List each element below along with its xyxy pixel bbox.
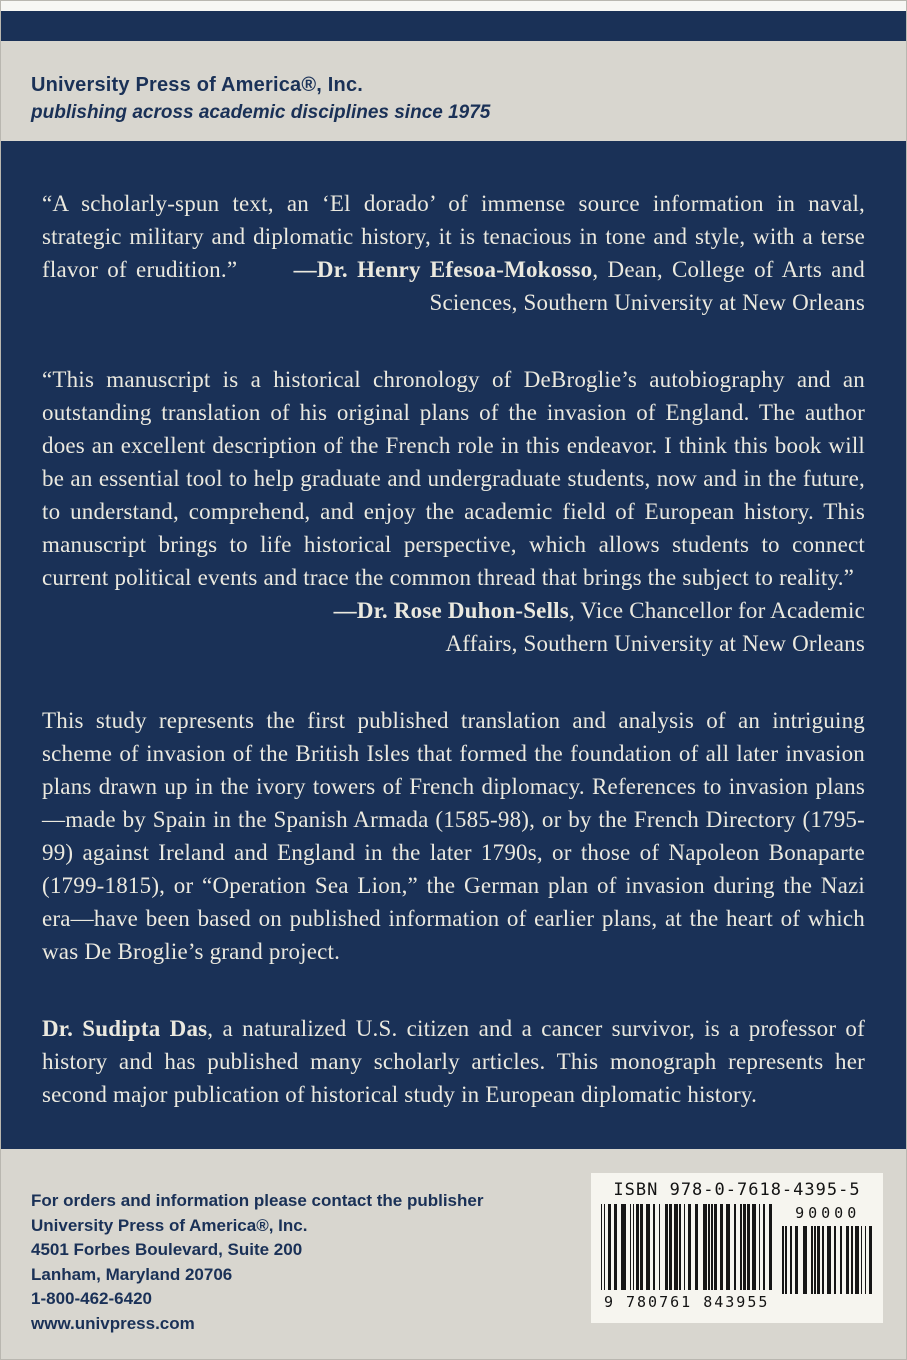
contact-line-city: Lanham, Maryland 20706 [31, 1264, 233, 1284]
quote-2-attribution-role: , Vice Chancellor for Academic Affairs, Southern University at New Orleans [445, 598, 865, 656]
isbn-text: ISBN 978-0-7618-4395-5 [613, 1180, 861, 1200]
publisher-tagline: publishing across academic disciplines since 1975 [31, 102, 491, 123]
contact-line-orders: For orders and information please contact the publisher [31, 1191, 484, 1210]
quote-1-text: “A scholarly-spun text, an ‘El dorado’ of immense source information in naval, strategic military and diplomatic history, it is tenacious in tone and style, with a terse flavor of erudition.” [42, 191, 865, 282]
review-quote-1 [42, 187, 865, 319]
contact-line-website: www.univpress.com [31, 1313, 195, 1333]
quote-2-attribution-name: —Dr. Rose Duhon-Sells [333, 598, 569, 623]
page-top-edge [1, 1, 906, 11]
barcode-box [591, 1173, 883, 1323]
author-bio [42, 1012, 865, 1111]
barcode-main [601, 1204, 772, 1311]
contact-line-phone: 1-800-462-6420 [31, 1289, 152, 1308]
quote-1-attribution-role: , Dean, College of Arts and Sciences, Southern University at New Orleans [429, 257, 865, 315]
book-description: This study represents the first published translation and analysis of an intriguing scheme of invasion of the British Isles that formed the foundation of all later invasion plans drawn up in the ivory towers of French diplomacy. References to invasion plans—made by Spain in the Spanish Armada (1585-98), or by the French Directory (1795-99) against Ireland and England in the later 1790s, or those of Napoleon Bonaparte (1799-1815), or “Operation Sea Lion,” the German plan of invasion during the Nazi era—have been based on published information of earlier plans, at the heart of which was De Broglie’s grand project. [42, 708, 865, 964]
publisher-name: University Press of America®, Inc. [31, 74, 364, 96]
barcode-addon-code: 90000 [795, 1204, 861, 1222]
quote-1-attribution-name: —Dr. Henry Efesoa-Mokosso [293, 257, 593, 282]
footer-section [1, 1149, 906, 1360]
publisher-contact [31, 1189, 483, 1336]
contact-line-publisher: University Press of America®, Inc. [31, 1215, 308, 1235]
cover-body [1, 141, 906, 1149]
barcode-main-bars [601, 1204, 772, 1290]
quote-2-text: “This manuscript is a historical chronology of DeBroglie’s autobiography and an outstanding translation of his original plans of the invasion of England. The author does an excellent description of the French role in this endeavor. I think this book will be an essential tool to help graduate and undergraduate students, now and in the future, to understand, comprehend, and enjoy the academic field of European history. This manuscript brings to life historical perspective, which allows students to connect current political events and trace the common thread that brings the subject to reality.” [42, 367, 865, 590]
barcode-row [601, 1204, 873, 1311]
barcode-addon-bars [782, 1226, 873, 1294]
barcode-addon [772, 1204, 873, 1311]
quote-2-attribution [272, 594, 865, 660]
barcode-digits: 9 780761 843955 [603, 1293, 770, 1311]
review-quote-2 [42, 363, 865, 660]
publisher-header [1, 41, 906, 141]
author-bio-text: , a naturalized U.S. citizen and a cancer survivor, is a professor of history and has published many scholarly articles. This monograph represents her second major publication of historical study in European diplomatic history. [42, 1016, 865, 1107]
contact-line-address: 4501 Forbes Boulevard, Suite 200 [31, 1240, 303, 1259]
top-navy-band [1, 11, 906, 41]
author-name: Dr. Sudipta Das [42, 1016, 208, 1041]
